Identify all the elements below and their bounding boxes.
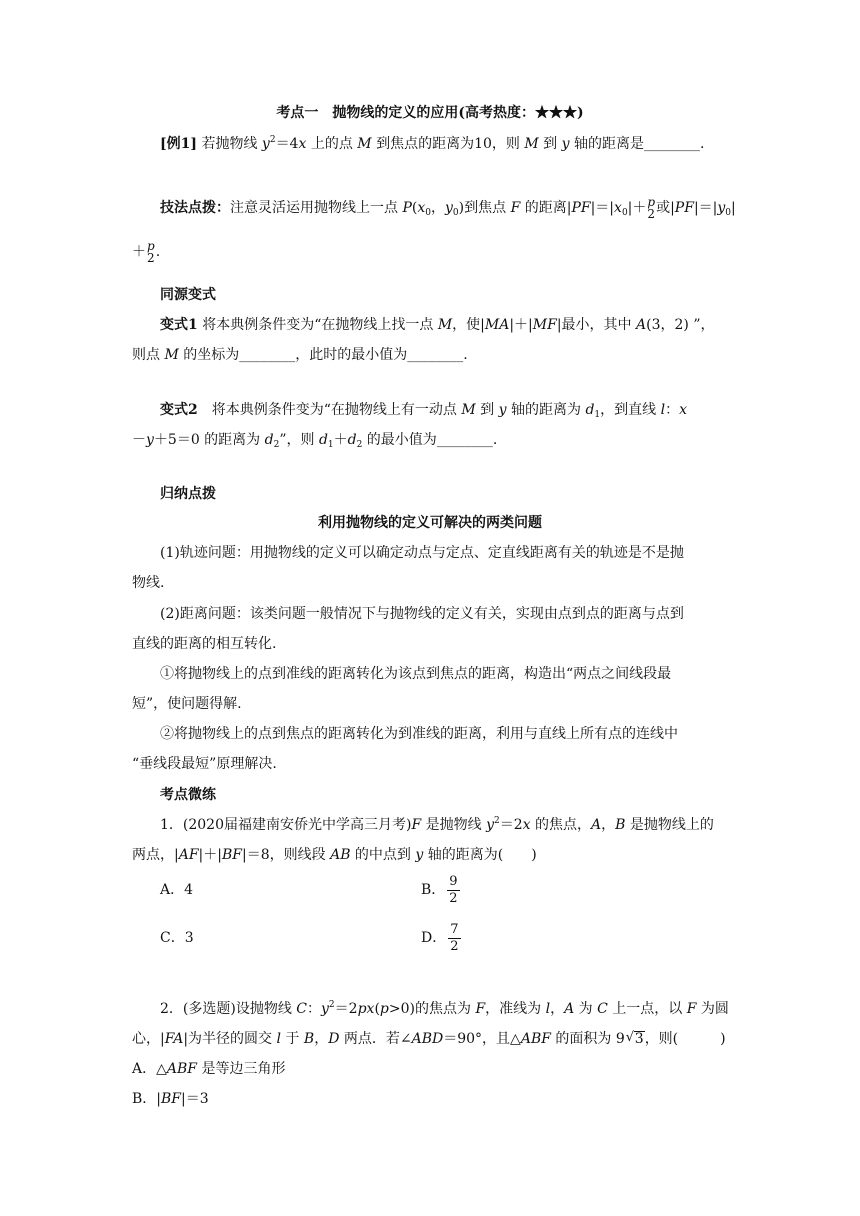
sqrt-3: √ 3 bbox=[634, 1031, 645, 1047]
q1-option-c: C．3 bbox=[160, 930, 194, 946]
variant-1-line2: 则点 M 的坐标为________，此时的最小值为________. bbox=[132, 347, 468, 363]
variant-2: 变式2 将本典例条件变为“在抛物线上有一动点 M 到 y 轴的距离为 $d_1$，到直线 l：x bbox=[160, 402, 687, 420]
summary-p4: ②将抛物线上的点到焦点的距离转化为到准线的距离，利用与直线上所有点的连线中 bbox=[160, 726, 678, 742]
variant-2-line2: －y＋5＝0 的距离为 $d_2$”，则 $d_1+d_2$ 的最小值为________. bbox=[132, 432, 498, 450]
technique-tip-line2: ＋ p 2 . bbox=[132, 239, 161, 265]
answer-blank: ________ bbox=[407, 347, 464, 363]
tip-label: 技法点拨： bbox=[160, 200, 230, 216]
question-2-line2: 心，|FA|为半径的圆交 l 于 B，D 两点．若∠ABD＝90°，且△ABF 的面积为 9√ 3，则( ) bbox=[132, 1029, 726, 1049]
q1-option-a: A．4 bbox=[160, 882, 194, 898]
summary-p1-cont: 物线. bbox=[132, 575, 165, 591]
example-tag: [例1] bbox=[160, 136, 197, 152]
section-heading: 考点一 抛物线的定义的应用(高考热度：★★★) bbox=[276, 105, 584, 121]
answer-blank: ________ bbox=[436, 432, 493, 448]
question-1-line2: 两点，|AF|＋|BF|＝8，则线段 AB 的中点到 y 轴的距离为( ) bbox=[132, 847, 537, 863]
question-2: 2．(多选题)设抛物线 C：$y^2=2px(p>0)$的焦点为 F，准线为 l，A 为 C 上一点，以 F 为圆 bbox=[160, 1000, 729, 1017]
p-over-2-fraction: p 2 bbox=[647, 195, 656, 221]
p-over-2-fraction: p 2 bbox=[147, 239, 155, 265]
q1-option-b: B． $\frac{9}{2}$ bbox=[421, 873, 458, 906]
q2-option-b: B．|BF|＝3 bbox=[132, 1091, 209, 1107]
example-1: [例1] 若抛物线 $y^2=4x$ 上的点 M 到焦点的距离为10，则 M 到 y 轴的距离是________. bbox=[160, 135, 705, 152]
summary-p1: (1)轨迹问题：用抛物线的定义可以确定动点与定点、定直线距离有关的轨迹是不是抛 bbox=[160, 545, 684, 561]
summary-p2-cont: 直线的距离的相互转化. bbox=[132, 636, 277, 652]
variant-2-label: 变式2 bbox=[160, 402, 198, 418]
summary-p3: ①将抛物线上的点到准线的距离转化为该点到焦点的距离，构造出“两点之间线段最 bbox=[160, 666, 672, 682]
q1-option-d: D． $\frac{7}{2}$ bbox=[421, 921, 459, 954]
answer-blank: ________ bbox=[239, 347, 296, 363]
nine-halves-fraction: $\frac{9}{2}$ bbox=[449, 873, 458, 906]
summary-title: 利用抛物线的定义可解决的两类问题 bbox=[318, 515, 542, 531]
answer-blank: ________ bbox=[643, 136, 700, 152]
technique-tip: 技法点拨：注意灵活运用抛物线上一点 $P(x_0$，$y_0$)到焦点 F 的距离$|PF|=|x_0|+$ p 2 或$|PF|=|y_0|$ bbox=[160, 195, 736, 221]
variant-1-label: 变式1 bbox=[160, 317, 198, 333]
summary-p2: (2)距离问题：该类问题一般情况下与抛物线的定义有关，实现由点到点的距离与点到 bbox=[160, 606, 684, 622]
summary-p3-cont: 短”，使问题得解. bbox=[132, 696, 242, 712]
same-source-heading: 同源变式 bbox=[160, 287, 216, 303]
seven-halves-fraction: $\frac{7}{2}$ bbox=[450, 921, 459, 954]
practice-heading: 考点微练 bbox=[160, 787, 216, 803]
summary-p4-cont: “垂线段最短”原理解决. bbox=[132, 756, 277, 772]
question-1: 1．(2020届福建南安侨光中学高三月考)F 是抛物线 $y^2=2x$ 的焦点，A，B 是抛物线上的 bbox=[160, 816, 714, 833]
q2-option-a: A．△ABF 是等边三角形 bbox=[132, 1061, 286, 1077]
variant-1: 变式1 将本典例条件变为“在抛物线上找一点 M，使|MA|＋|MF|最小，其中 A(3，2) ”， bbox=[160, 317, 715, 333]
summary-heading: 归纳点拨 bbox=[160, 486, 216, 502]
